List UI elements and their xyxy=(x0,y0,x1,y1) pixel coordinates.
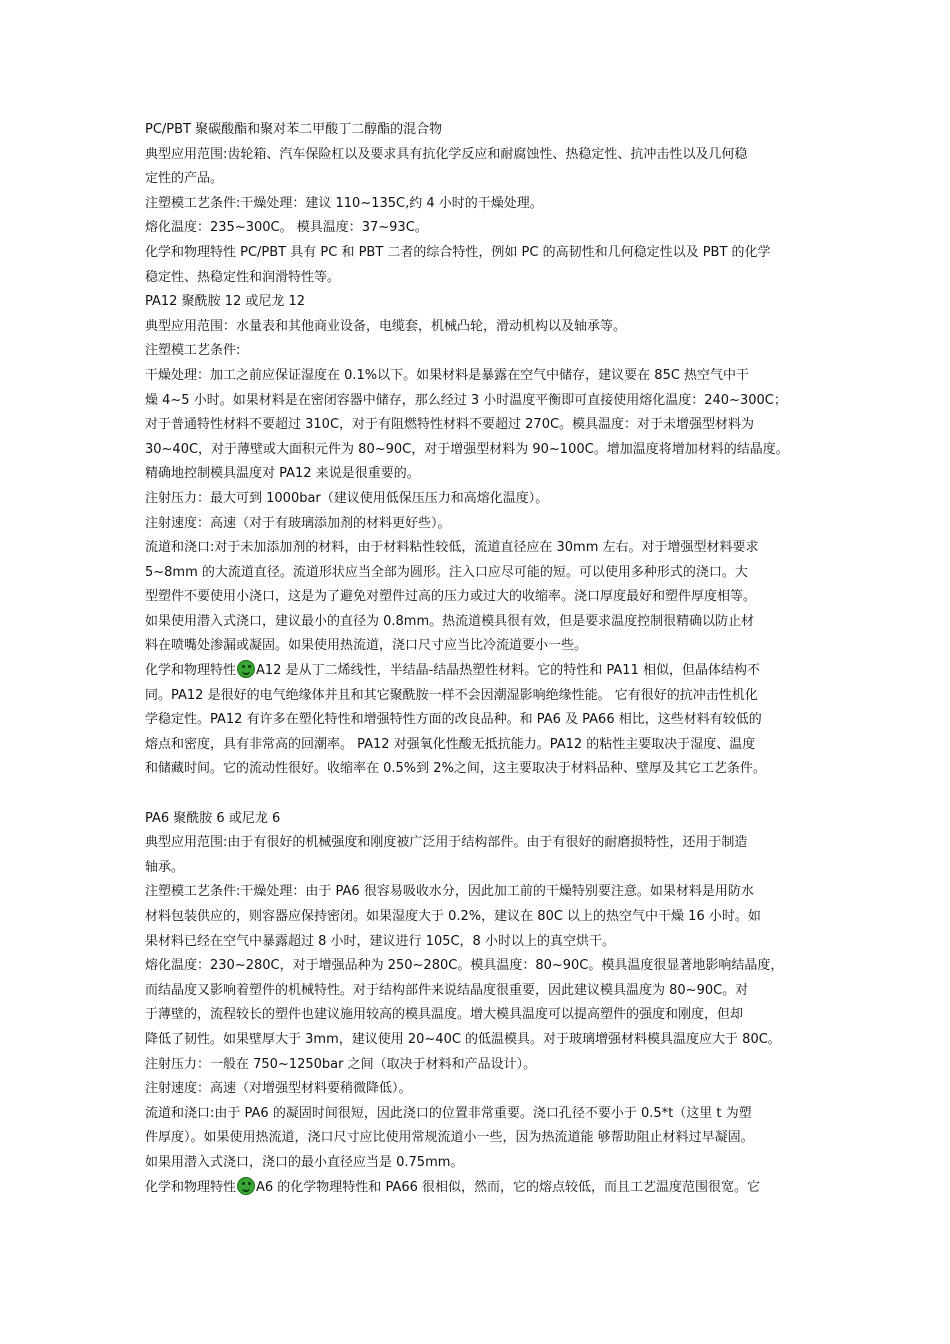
paragraph-line: 型塑件不要使用小浇口，这是为了避免对塑件过高的压力或过大的收缩率。浇口厚度最好和塑件厚度相等。 xyxy=(145,589,757,605)
paragraph-line: 典型应用范围:由于有很好的机械强度和刚度被广泛用于结构部件。由于有很好的耐磨损特性，还用于制造 xyxy=(145,835,748,851)
paragraph-line: 流道和浇口:对于未加添加剂的材料，由于材料粘性较低，流道直径应在 30mm 左右。对于增强型材料要求 xyxy=(145,540,759,556)
paragraph-line: 对于普通特性材料不要超过 310C，对于有阻燃特性材料不要超过 270C。模具温度：对于未增强型材料为 xyxy=(145,417,755,433)
paragraph-line: 30~40C，对于薄壁或大面积元件为 80~90C，对于增强型材料为 90~100C。增加温度将增加材料的结晶度。 xyxy=(145,441,789,457)
paragraph-fragment: A12 是从丁二烯线性，半结晶-结晶热塑性材料。它的特性和 PA11 相似，但晶体结构不 xyxy=(256,663,760,679)
paragraph-line: 轴承。 xyxy=(145,859,185,875)
paragraph-line: 于薄壁的，流程较长的塑件也建议施用较高的模具温度。增大模具温度可以提高塑件的强度和刚度，但却 xyxy=(145,1007,744,1023)
paragraph-line: 如果使用潜入式浇口，建议最小的直径为 0.8mm。热流道模具很有效，但是要求温度控制很精确以防止材 xyxy=(145,613,755,629)
paragraph-line: 稳定性、热稳定性和润滑特性等。 xyxy=(145,269,341,285)
paragraph-line: 熔化温度：235~300C。 模具温度：37~93C。 xyxy=(145,220,428,236)
paragraph-line: 注射压力：最大可到 1000bar（建议使用低保压压力和高熔化温度）。 xyxy=(145,490,549,506)
paragraph-fragment: 化学和物理特性 xyxy=(145,663,237,679)
paragraph-line: 熔点和密度，具有非常高的回潮率。 PA12 对强氧化性酸无抵抗能力。PA12 的粘性主要取决于湿度、温度 xyxy=(145,736,756,752)
section-heading-pc-pbt: PC/PBT 聚碳酸酯和聚对苯二甲酸丁二醇酯的混合物 xyxy=(145,122,443,137)
paragraph-line: 典型应用范围：水量表和其他商业设备，电缆套，机械凸轮，滑动机构以及轴承等。 xyxy=(145,318,627,334)
paragraph-fragment: 化学和物理特性 xyxy=(145,1179,237,1195)
smiley-face-icon xyxy=(237,1177,255,1195)
paragraph-line: 干燥处理：加工之前应保证湿度在 0.1%以下。如果材料是暴露在空气中储存，建议要在 85C 热空气中干 xyxy=(145,367,750,383)
paragraph-line: 流道和浇口:由于 PA6 的凝固时间很短，因此浇口的位置非常重要。浇口孔径不要小于 0.5*t（这里 t 为塑 xyxy=(145,1105,752,1121)
paragraph-line: 定性的产品。 xyxy=(145,171,224,187)
paragraph-line: 料在喷嘴处渗漏或凝固。如果使用热流道，浇口尺寸应当比冷流道要小一些。 xyxy=(145,638,588,654)
paragraph-line: 5~8mm 的大流道直径。流道形状应当全部为圆形。注入口应尽可能的短。可以使用多种形式的浇口。大 xyxy=(145,564,748,580)
paragraph-line: 精确地控制模具温度对 PA12 来说是很重要的。 xyxy=(145,466,420,482)
paragraph-line-with-emoticon xyxy=(145,659,810,684)
paragraph-line: 熔化温度：230~280C，对于增强品种为 250~280C。模具温度：80~90C。模具温度很显著地影响结晶度， xyxy=(145,958,784,974)
paragraph-line: 注射速度：高速（对增强型材料要稍微降低）。 xyxy=(145,1081,412,1097)
section-heading-pa6: PA6 聚酰胺 6 或尼龙 6 xyxy=(145,810,281,826)
blank-line xyxy=(145,782,810,807)
paragraph-line: 同。PA12 是很好的电气绝缘体并且和其它聚酰胺一样不会因潮湿影响绝缘性能。 它有很好的抗冲击性机化 xyxy=(145,687,758,703)
paragraph-line: 降低了韧性。如果壁厚大于 3mm，建议使用 20~40C 的低温模具。对于玻璃增强材料模具温度应大于 80C。 xyxy=(145,1031,781,1047)
paragraph-line: 而结晶度又影响着塑件的机械特性。对于结构部件来说结晶度很重要，因此建议模具温度为 80~90C。对 xyxy=(145,982,749,998)
paragraph-line: 注射速度：高速（对于有玻璃添加剂的材料更好些）。 xyxy=(145,515,451,531)
paragraph-fragment: A6 的化学物理特性和 PA66 很相似，然而，它的熔点较低，而且工艺温度范围很宽。它 xyxy=(256,1179,761,1195)
paragraph-line: 注塑模工艺条件:干燥处理：由于 PA6 很容易吸收水分，因此加工前的干燥特别要注意。如果材料是用防水 xyxy=(145,884,754,900)
document-page xyxy=(145,118,810,1200)
paragraph-line: 件厚度）。如果使用热流道，浇口尺寸应比使用常规流道小一些，因为热流道能 够帮助阻止材料过早凝固。 xyxy=(145,1130,754,1146)
smiley-face-icon xyxy=(237,660,255,678)
paragraph-line: 注塑模工艺条件: xyxy=(145,343,241,359)
paragraph-line: 果材料已经在空气中暴露超过 8 小时，建议进行 105C，8 小时以上的真空烘干。 xyxy=(145,933,615,949)
paragraph-line-with-emoticon xyxy=(145,1176,810,1201)
paragraph-line: 注塑模工艺条件:干燥处理：建议 110~135C,约 4 小时的干燥处理。 xyxy=(145,195,543,211)
paragraph-line: 化学和物理特性 PC/PBT 具有 PC 和 PBT 二者的综合特性，例如 PC 的高韧性和几何稳定性以及 PBT 的化学 xyxy=(145,244,771,260)
paragraph-line: 和储藏时间。它的流动性很好。收缩率在 0.5%到 2%之间，这主要取决于材料品种、壁厚及其它工艺条件。 xyxy=(145,761,766,777)
paragraph-line: 学稳定性。PA12 有许多在塑化特性和增强特性方面的改良品种。和 PA6 及 PA66 相比，这些材料有较低的 xyxy=(145,712,762,728)
paragraph-line: 燥 4~5 小时。如果材料是在密闭容器中储存，那么经过 3 小时温度平衡即可直接使用熔化温度：240~300C； xyxy=(145,392,787,408)
paragraph-line: 典型应用范围:齿轮箱、汽车保险杠以及要求具有抗化学反应和耐腐蚀性、热稳定性、抗冲击性以及几何稳 xyxy=(145,146,748,162)
section-heading-pa12: PA12 聚酰胺 12 或尼龙 12 xyxy=(145,294,306,310)
paragraph-line: 如果用潜入式浇口，浇口的最小直径应当是 0.75mm。 xyxy=(145,1154,464,1170)
paragraph-line: 注射压力：一般在 750~1250bar 之间（取决于材料和产品设计）。 xyxy=(145,1056,537,1072)
paragraph-line: 材料包装供应的，则容器应保持密闭。如果湿度大于 0.2%，建议在 80C 以上的热空气中干燥 16 小时。如 xyxy=(145,909,761,924)
